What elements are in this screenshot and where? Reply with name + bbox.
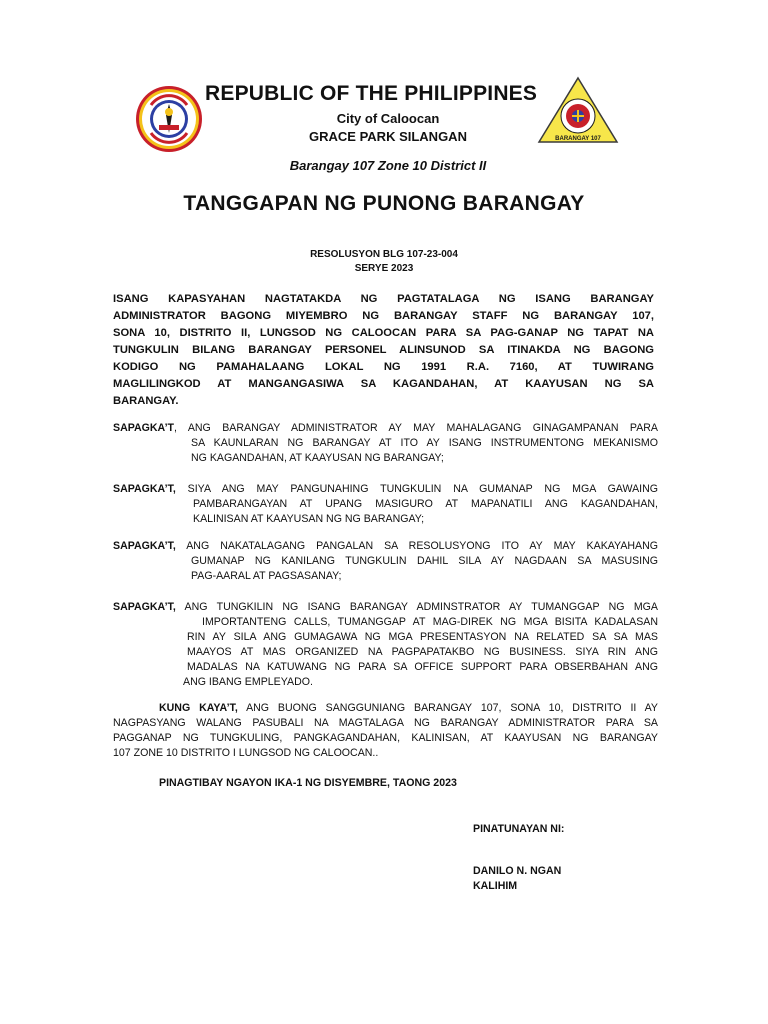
whereas-clause-3	[113, 539, 658, 584]
whereas-clause-2	[113, 482, 658, 527]
whereas-text: ANG NAKATALAGANG PANGALAN SA RESOLUSYONG ITO AY MAY KAKAYAHANG	[175, 540, 658, 552]
whereas-text: MADALAS NA KATUWANG NG PARA SA OFFICE SUPPORT PARA OBSERBAHAN ANG	[187, 661, 658, 673]
city-name: City of Caloocan	[336, 111, 440, 126]
whereas-text: GUMANAP NG KANILANG TUNGKULIN DAHIL SILA AY NAGDAAN SA MASUSING	[191, 555, 658, 567]
office-title: TANGGAPAN NG PUNONG BARANGAY	[183, 192, 585, 215]
barangay-zone: Barangay 107 Zone 10 District II	[289, 158, 487, 173]
whereas-clause-4	[113, 600, 658, 690]
resolved-label: KUNG KAYA’T,	[159, 702, 238, 714]
whereas-label: SAPAGKA’T,	[113, 483, 176, 495]
whereas-text: ANG TUNGKILIN NG ISANG BARANGAY ADMINSTRATOR AY TUMANGGAP NG MGA	[175, 601, 658, 613]
whereas-text: RIN AY SILA ANG GUMAGAWA NG MGA PRESENTASYON NA RELATED SA SA MAS	[187, 631, 658, 643]
heading-line: MAGLILINGKOD AT MANGANGASIWA SA KAGANDAHAN, AT KAAYUSAN NG SA	[113, 378, 654, 390]
resolved-clause	[113, 701, 658, 761]
resolution-series: SERYE 2023	[354, 263, 414, 274]
attest-label: PINATUNAYAN NI:	[473, 823, 565, 835]
whereas-text: SA KAUNLARAN NG BARANGAY AT ITO AY ISANG INSTRUMENTONG MEKANISMO	[191, 437, 658, 449]
signatory-title: KALIHIM	[473, 880, 518, 892]
heading-line: TUNGKULIN BILANG BARANGAY PERSONEL ALINSUNOD SA ITINAKDA NG BAGONG	[113, 344, 654, 356]
signatory-name: DANILO N. NGAN	[473, 865, 562, 877]
heading-line: KODIGO NG PAMAHALAANG LOKAL NG 1991 R.A. 7160, AT TUWIRANG	[113, 361, 654, 373]
approval-date: PINAGTIBAY NGAYON IKA-1 NG DISYEMBRE, TAONG 2023	[159, 777, 457, 789]
whereas-text: KALINISAN AT KAAYUSAN NG NG BARANGAY;	[193, 513, 425, 525]
district-name: GRACE PARK SILANGAN	[309, 129, 467, 144]
whereas-label: SAPAGKA’T	[113, 422, 175, 434]
whereas-text: IMPORTANTENG CALLS, TUMANGGAP AT MAG-DIREK NG MGA BISITA KADALASAN	[202, 616, 658, 628]
whereas-text: ANG IBANG EMPLEYADO.	[183, 676, 313, 688]
whereas-label: SAPAGKA’T,	[113, 601, 176, 613]
resolved-text: NAGPASYANG WALANG PASUBALI NA MAGTALAGA NG BARANGAY ADMINISTRATOR PARA SA	[113, 717, 658, 729]
heading-line: BARANGAY.	[113, 395, 179, 407]
republic-title: REPUBLIC OF THE PHILIPPINES	[205, 82, 538, 105]
whereas-text: SIYA ANG MAY PANGUNAHING TUNGKULIN NA GUMANAP NG MGA GAWAING	[175, 483, 658, 495]
heading-line: SONA 10, DISTRITO II, LUNGSOD NG CALOOCAN PARA SA PAG-GANAP NG TAPAT NA	[113, 327, 654, 339]
whereas-text: PAMBARANGAYAN AT UPANG MASIGURO AT MAPANATILI ANG KAGANDAHAN,	[193, 498, 658, 510]
whereas-text: , ANG BARANGAY ADMINISTRATOR AY MAY MAHALAGANG GINAGAMPANAN PARA	[174, 422, 658, 434]
resolved-text: PAGGANAP NG TUNGKULING, PANGKAGANDAHAN, KALINISAN, AT KAAYUSAN NG BARANGAY	[113, 732, 658, 744]
resolved-text: 107 ZONE 10 DISTRITO I LUNGSOD NG CALOOCAN..	[113, 747, 379, 759]
resolved-text: ANG BUONG SANGGUNIANG BARANGAY 107, SONA 10, DISTRITO II AY	[237, 702, 658, 714]
seal-caption: BARANGAY 107	[555, 136, 601, 142]
whereas-text: NG KAGANDAHAN, AT KAAYUSAN NG BARANGAY;	[191, 452, 444, 464]
heading-line: ADMINISTRATOR BAGONG MIYEMBRO NG BARANGAY STAFF NG BARANGAY 107,	[113, 310, 654, 322]
heading-line: ISANG KAPASYAHAN NAGTATAKDA NG PAGTATALAGA NG ISANG BARANGAY	[113, 293, 654, 305]
resolution-heading	[113, 291, 654, 410]
whereas-text: PAG-AARAL AT PAGSASANAY;	[191, 570, 342, 582]
whereas-label: SAPAGKA’T,	[113, 540, 176, 552]
whereas-text: MAAYOS AT MAS ORGANIZED NA PAGPAPATAKBO NG BUSINESS. SIYA RIN ANG	[187, 646, 658, 658]
whereas-clause-1	[113, 421, 658, 466]
resolution-number: RESOLUSYON BLG 107-23-004	[310, 249, 458, 260]
